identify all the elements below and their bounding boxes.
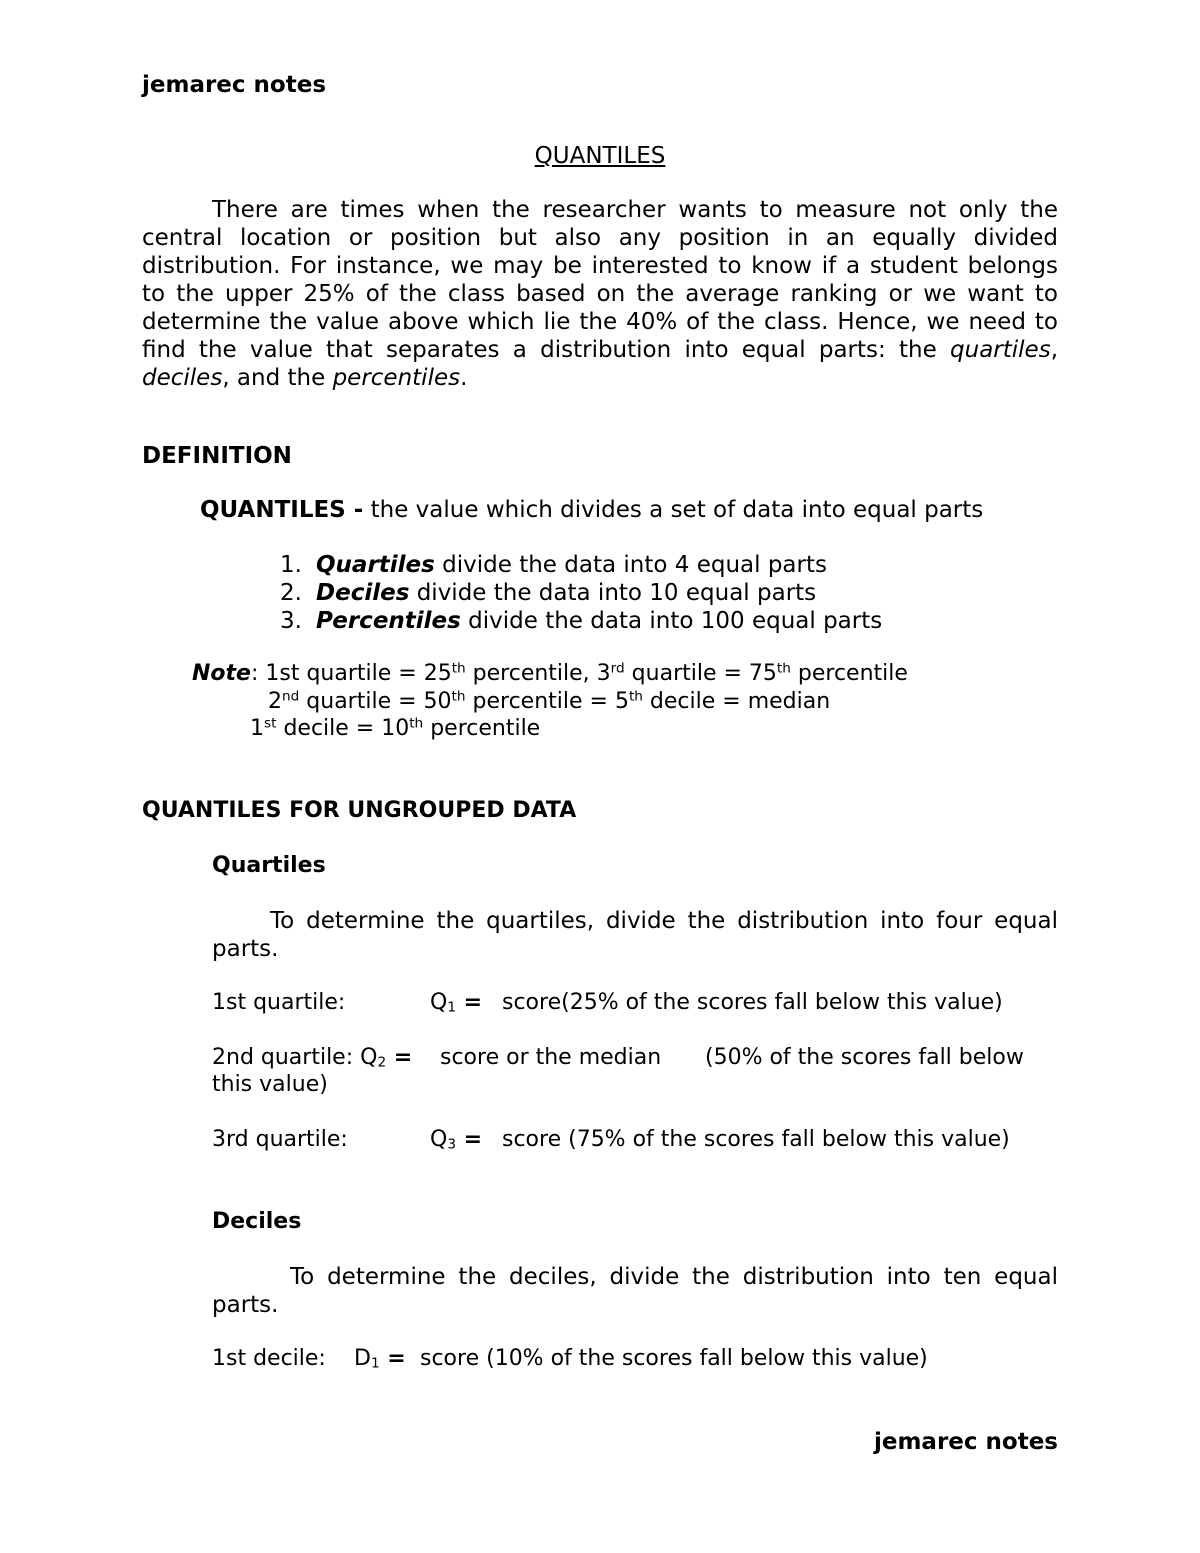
deciles-intro-line: parts. [212,1292,279,1318]
q3-label: 3rd quartile: [212,1127,348,1152]
q1-label: 1st quartile: [212,990,346,1015]
note-text: quartile = 50 [299,689,452,714]
list-item [280,551,882,579]
equals: = [379,1346,406,1371]
note-text: 1 [250,716,264,741]
list-text: divide the data into 4 equal parts [434,552,827,578]
definition-heading: DEFINITION [142,443,292,469]
deciles-heading: Deciles [212,1209,302,1234]
superscript: th [628,688,643,705]
list-item [280,607,882,635]
note-line-1 [192,660,908,688]
list-term: Deciles [316,580,410,606]
label: 2nd quartile: Q [212,1045,378,1070]
superscript: nd [282,688,300,705]
note-line-2 [268,688,830,716]
intro-line: central location or position but also any position in an equally divided [142,225,1058,251]
note-label: Note [192,661,251,686]
definition-list [280,551,882,635]
superscript: th [776,660,791,677]
intro-line: determine the value above which lie the 40% of the class. Hence, we need to [142,309,1058,335]
list-item [280,579,882,607]
list-number: 2. [280,580,302,606]
q2-description: score or the median [440,1045,662,1070]
note-text: percentile [790,661,908,686]
q2-label [212,1044,412,1072]
equals: = [456,990,483,1015]
ungrouped-heading: QUANTILES FOR UNGROUPED DATA [142,798,577,823]
list-text: divide the data into 10 equal parts [409,580,817,606]
superscript: th [409,715,424,732]
equals: = [456,1127,483,1152]
subscript: 3 [447,1136,456,1153]
term-percentiles: percentiles [332,365,461,391]
note-text: percentile, 3 [465,661,611,686]
definition-term: QUANTILES - [200,497,364,523]
intro-line: to the upper 25% of the class based on the average ranking or we want to [142,281,1058,307]
list-term: Quartiles [316,552,435,578]
note-text: percentile [423,716,541,741]
list-term: Percentiles [316,608,461,634]
quartiles-intro-line: To determine the quartiles, divide the distribution into four equal [270,908,1058,934]
intro-paragraph [142,196,1058,392]
d1-description: score (10% of the scores fall below this value) [420,1346,928,1371]
intro-line: find the value that separates a distribution into equal parts: the [142,337,951,363]
note-text: decile = median [642,689,831,714]
subscript: 1 [370,1355,380,1372]
deciles-intro-line: To determine the deciles, divide the distribution into ten equal [290,1264,1058,1290]
superscript: th [451,688,466,705]
page-title: QUANTILES [534,143,666,169]
subscript: 1 [447,999,456,1016]
quartiles-heading: Quartiles [212,853,326,878]
symbol: Q [430,990,448,1015]
q2-description-cont: (50% of the scores fall below [705,1045,1024,1070]
header-text: jemarec notes [142,72,327,98]
d1-symbol [354,1345,406,1373]
quartiles-intro-line: parts. [212,936,279,962]
q3-symbol [430,1126,482,1154]
quartiles-intro [212,907,1058,963]
intro-line: distribution. For instance, we may be interested to know if a student belongs [142,253,1058,279]
term-deciles: deciles [142,365,223,391]
definition-statement [200,496,983,524]
q2-description-line2: this value) [212,1072,328,1097]
punct: , [1050,337,1058,363]
q3-description: score (75% of the scores fall below this value) [502,1127,1010,1152]
d1-label: 1st decile: [212,1346,326,1371]
superscript: rd [610,660,625,677]
intro-line: , and the [222,365,333,391]
equals: = [386,1045,413,1070]
note-line-3 [250,715,540,743]
deciles-intro [212,1263,1058,1319]
superscript: th [451,660,466,677]
note-text: decile = 10 [276,716,410,741]
symbol: Q [430,1127,448,1152]
definition-text: the value which divides a set of data into equal parts [363,497,984,523]
note-text: quartile = 75 [624,661,777,686]
list-text: divide the data into 100 equal parts [460,608,883,634]
note-text: 2 [268,689,282,714]
intro-line: There are times when the researcher wants to measure not only the [212,197,1058,223]
punct: . [460,365,468,391]
footer-text: jemarec notes [873,1429,1058,1455]
term-quartiles: quartiles [950,337,1051,363]
list-number: 3. [280,608,302,634]
list-number: 1. [280,552,302,578]
symbol: D [354,1346,371,1371]
superscript: st [264,715,277,732]
subscript: 2 [377,1054,387,1071]
note-text: percentile = 5 [465,689,629,714]
q1-description: score(25% of the scores fall below this value) [502,990,1003,1015]
q1-symbol [430,989,482,1017]
note-text: : 1st quartile = 25 [250,661,452,686]
